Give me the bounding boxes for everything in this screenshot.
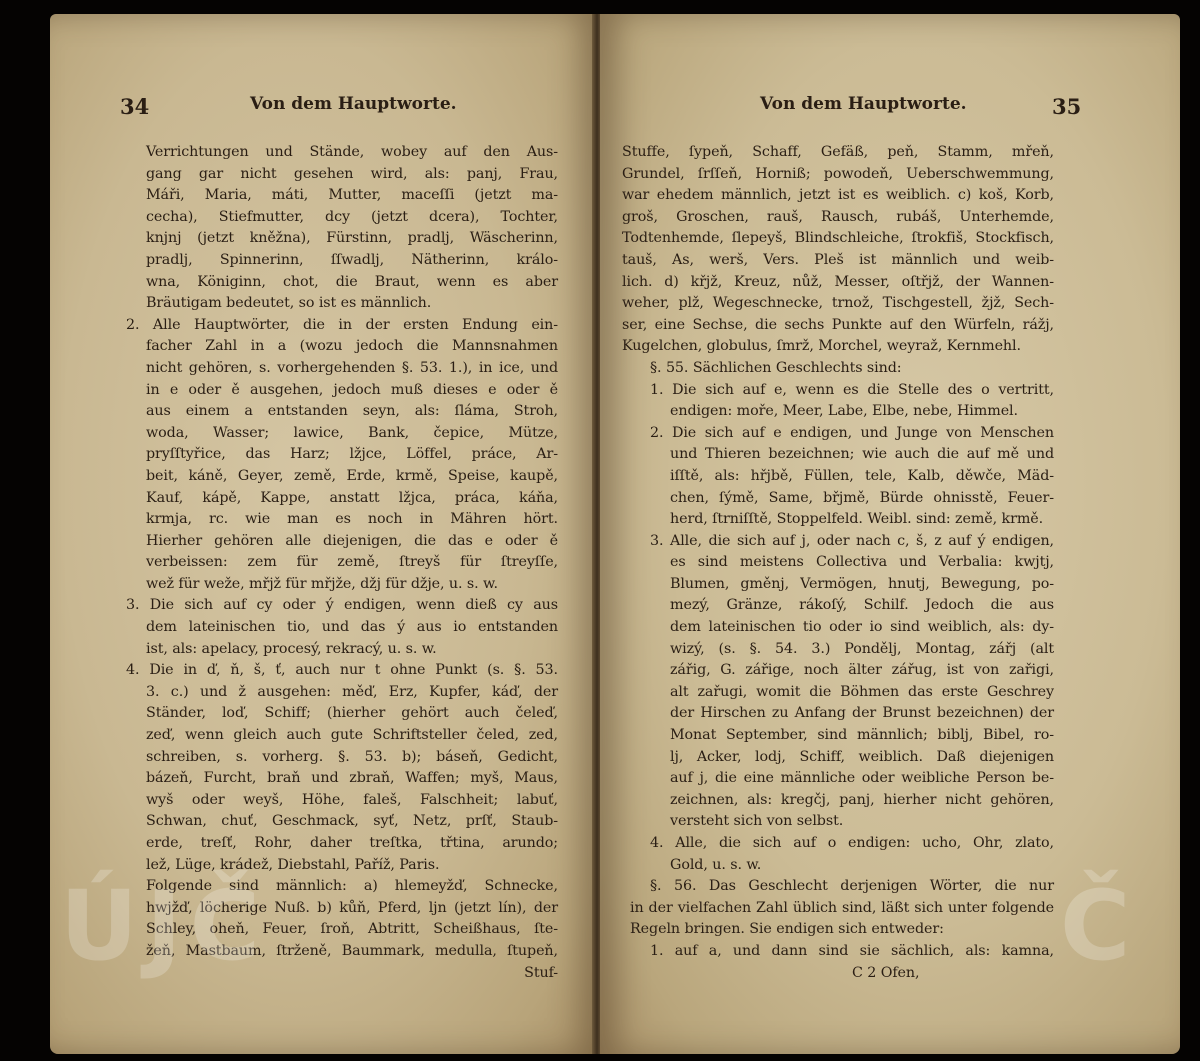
text-line: chen, ſýmě, Same, břjmě, Bürde ohnisstě, Feuer-	[670, 489, 1054, 506]
right-running-head	[600, 94, 1180, 124]
text-line: §. 55. Sächlichen Geschlechts sind:	[650, 359, 902, 376]
text-line: dem lateinischen tio, und das ý aus io entstanden	[146, 619, 558, 636]
text-line: Kauf, kápě, Kappe, anstatt lžjca, práca, káňa,	[146, 489, 558, 506]
text-line: in e oder ě ausgehen, jedoch muß dieses e oder ě	[146, 381, 558, 398]
text-line: ser, eine Sechse, die sechs Punkte auf den Würfeln, rážj,	[622, 316, 1054, 333]
text-line: wež für weže, mřjž für mřjže, džj für džje, u. s. w.	[146, 575, 498, 592]
text-line: §. 56. Das Geschlecht derjenigen Wörter, die nur	[650, 878, 1054, 895]
text-line: Kugelchen, globulus, ſmrž, Morchel, weyraž, Kernmehl.	[622, 338, 1021, 355]
text-line: C 2 Ofen,	[852, 964, 920, 981]
text-line: beit, káně, Geyer, země, Erde, krmě, Speise, kaupě,	[146, 467, 558, 484]
text-line: 2. Alle Hauptwörter, die in der ersten Endung ein-	[126, 316, 558, 333]
text-line: iſſtě, als: hřjbě, Füllen, tele, Kalb, děwče, Mäd-	[670, 467, 1054, 484]
text-line: Bräutigam bedeutet, so ist es männlich.	[146, 295, 432, 312]
text-line: mezý, Gränze, rákoſý, Schilf. Jedoch die aus	[670, 597, 1054, 614]
text-line: zářig, G. zářige, noch älter zářug, ist von zařigi,	[670, 662, 1054, 679]
text-line: lich. d) křjž, Kreuz, nůž, Messer, oſtřjž, der Wannen-	[622, 273, 1054, 290]
text-line: 3. c.) und ž ausgehen: měď, Erz, Kupfer, káď, der	[146, 683, 558, 700]
text-line: es sind meistens Collectiva und Verbalia: kwjtj,	[670, 554, 1054, 571]
text-line: Folgende sind männlich: a) hlemeyžď, Schnecke,	[146, 878, 558, 895]
text-line: Todtenhemde, ſlepeyš, Blindschleiche, ſtrokfiš, Stockfisch,	[622, 230, 1054, 247]
text-line: Schley, oheň, Feuer, ſroň, Abtritt, Scheißhaus, ſte-	[146, 921, 558, 938]
watermark-right: Č	[1060, 870, 1139, 982]
text-line: pryſſtyřice, das Harz; lžjce, Löffel, práce, Ar-	[146, 446, 558, 463]
text-line: Hierher gehören alle diejenigen, die das e oder ě	[146, 532, 558, 549]
text-line: 3. Die sich auf cy oder ý endigen, wenn dieß cy aus	[126, 597, 558, 614]
text-line: wyš oder weyš, Höhe, faleš, Falschheit; labuť,	[146, 791, 558, 808]
text-line: endigen: moře, Meer, Labe, Elbe, nebe, Himmel.	[670, 403, 1018, 420]
text-line: Monat September, sind männlich; biblj, Bibel, ro-	[670, 727, 1054, 744]
text-line: ist, als: apelacy, procesý, rekracý, u. s. w.	[146, 640, 437, 657]
text-line: knjnj (jetzt kněžna), Fürstinn, pradlj, Wäscherinn,	[146, 230, 558, 247]
text-line: 4. Alle, die sich auf o endigen: ucho, Ohr, zlato,	[650, 835, 1054, 851]
right-page-body	[622, 142, 1054, 984]
text-line: Blumen, gměnj, Vermögen, hnutj, Bewegung, po-	[670, 575, 1054, 592]
watermark-left: ÚJČ	[60, 870, 269, 982]
right-page-number: 35	[1052, 94, 1082, 119]
text-line: hwjžď, löcherige Nuß. b) kůň, Pferd, ljn (jetzt lín), der	[146, 899, 558, 916]
right-running-head-title: Von dem Hauptworte.	[760, 94, 967, 114]
left-page-number: 34	[120, 94, 150, 119]
text-line: Verrichtungen und Stände, wobey auf den Aus-	[146, 144, 558, 160]
text-line: 3. Alle, die sich auf j, oder nach c, š, z auf ý endigen,	[650, 532, 1054, 549]
text-line: bázeň, Furcht, braň und zbraň, Waffen; myš, Maus,	[146, 770, 558, 787]
text-line: schreiben, s. vorherg. §. 53. b); báseň, Gedicht,	[146, 748, 558, 765]
text-line: 4. Die in ď, ň, š, ť, auch nur t ohne Punkt (s. §. 53.	[126, 662, 558, 679]
text-line: 1. auf a, und dann sind sie sächlich, als: kamna,	[650, 942, 1054, 959]
text-line: pradlj, Spinnerinn, ſſwadlj, Nätherinn, králo-	[146, 251, 558, 268]
text-line: cecha), Stiefmutter, dcy (jetzt dcera), Tochter,	[146, 208, 558, 225]
text-line: groš, Groschen, rauš, Rausch, rubáš, Unterhemde,	[622, 208, 1054, 225]
text-line: Máři, Maria, máti, Mutter, maceſſi (jetzt ma-	[146, 187, 558, 204]
text-line: der Hirschen zu Anfang der Brunst bezeichnen) der	[670, 705, 1054, 722]
text-line: 1. Die sich auf e, wenn es die Stelle des o vertritt,	[650, 381, 1054, 398]
text-line: Schwan, chuť, Geschmack, syť, Netz, prſť, Staub-	[146, 813, 558, 830]
text-line: alt zařugi, womit die Böhmen das erste Geschrey	[670, 683, 1054, 700]
text-line: Stuffe, ſypeň, Schaff, Gefäß, peň, Stamm, mřeň,	[622, 144, 1054, 160]
text-line: verbeissen: zem für země, ſtreyš für ſtreyſſe,	[146, 554, 558, 571]
left-running-head-title: Von dem Hauptworte.	[250, 94, 457, 114]
text-line: Stuf-	[524, 964, 558, 981]
text-line: wizý, (s. §. 54. 3.) Pondělj, Montag, zářj (alt	[670, 640, 1054, 657]
text-line: nicht gehören, s. vorhergehenden §. 53. 1.), in ice, und	[146, 359, 558, 376]
text-line: krmja, rc. wie man es noch in Mähren hört.	[146, 511, 558, 528]
text-line: lj, Acker, lodj, Schiff, weiblich. Daß diejenigen	[670, 748, 1054, 765]
text-line: zeichnen, als: kregčj, panj, hierher nicht gehören,	[670, 791, 1054, 808]
left-page-body	[118, 142, 558, 984]
text-line: wna, Königinn, chot, die Braut, wenn es aber	[146, 273, 558, 290]
text-line: lež, Lüge, krádež, Diebstahl, Paříž, Paris.	[146, 856, 440, 873]
text-line: 2. Die sich auf e endigen, und Junge von Menschen	[650, 424, 1054, 441]
text-line: in der vielfachen Zahl üblich sind, läßt sich unter folgende	[630, 899, 1054, 916]
left-running-head	[50, 94, 598, 124]
text-line: weher, plž, Wegeschnecke, trnož, Tischgestell, žjž, Sech-	[622, 295, 1054, 312]
text-line: Ständer, loď, Schiff; (hierher gehört auch čeleď,	[146, 705, 558, 722]
text-line: auf j, die eine männliche oder weibliche Person be-	[670, 770, 1054, 787]
text-line: Grundel, ſrſſeň, Horniß; powodeň, Ueberschwemmung,	[622, 165, 1054, 182]
text-line: Gold, u. s. w.	[670, 856, 762, 873]
text-line: zeď, wenn gleich auch gute Schriftsteller čeled, zed,	[146, 727, 558, 744]
text-line: versteht sich von selbst.	[670, 813, 844, 830]
text-line: gang gar nicht gesehen wird, als: panj, Frau,	[146, 165, 558, 182]
text-line: und Thieren bezeichnen; wie auch die auf mě und	[670, 446, 1054, 463]
text-line: dem lateinischen tio oder io sind weiblich, als: dy-	[670, 619, 1054, 636]
text-line: erde, treſť, Rohr, daher treſtka, třtina, arundo;	[146, 835, 558, 851]
text-line: war ehedem männlich, jetzt ist es weiblich. c) koš, Korb,	[622, 187, 1054, 204]
text-line: Regeln bringen. Sie endigen sich entweder:	[630, 921, 944, 938]
text-line: facher Zahl in a (wozu jedoch die Mannsnahmen	[146, 338, 558, 355]
text-line: tauš, As, werš, Vers. Pleš ist männlich und weib-	[622, 251, 1054, 268]
text-line: herd, ſtrniſſtě, Stoppelfeld. Weibl. sind: země, krmě.	[670, 511, 1044, 528]
text-line: žeň, Mastbaum, ſtrženě, Baummark, medulla, ſtupeň,	[146, 942, 558, 959]
text-line: woda, Wasser; lawice, Bank, čepice, Mütze,	[146, 424, 558, 441]
text-line: aus einem a entstanden seyn, als: ſláma, Stroh,	[146, 403, 558, 420]
